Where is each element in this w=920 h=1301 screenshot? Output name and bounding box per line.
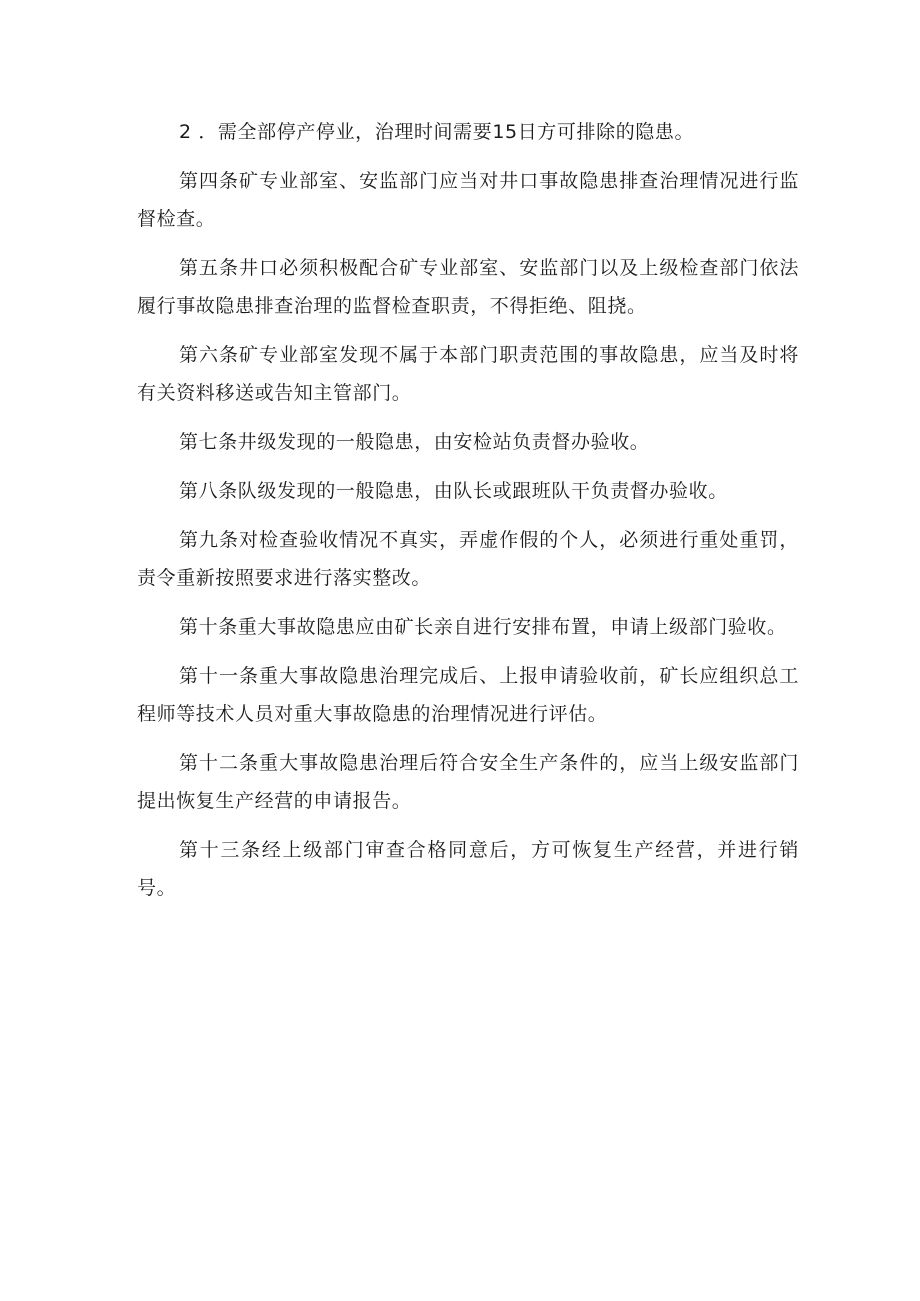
paragraph-article-11: 第十一条重大事故隐患治理完成后、上报申请验收前，矿长应组织总工程师等技术人员对重大事故隐患的治理情况进行评估。 [137, 665, 799, 725]
paragraph-article-5: 第五条井口必须积极配合矿专业部室、安监部门以及上级检查部门依法履行事故隐患排查治理的监督检查职责，不得拒绝、阻挠。 [137, 257, 799, 317]
paragraph-article-13: 第十三条经上级部门审查合格同意后，方可恢复生产经营，并进行销号。 [137, 839, 799, 899]
paragraph-article-7: 第七条井级发现的一般隐患，由安检站负责督办验收。 [179, 431, 650, 453]
paragraph-article-4: 第四条矿专业部室、安监部门应当对井口事故隐患排查治理情况进行监督检查。 [137, 170, 799, 230]
paragraph-article-12: 第十二条重大事故隐患治理后符合安全生产条件的，应当上级安监部门提出恢复生产经营的申请报告。 [137, 752, 799, 812]
paragraph-article-8: 第八条队级发现的一般隐患，由队长或跟班队干负责督办验收。 [179, 480, 728, 502]
paragraph-article-10: 第十条重大事故隐患应由矿长亲自进行安排布置，申请上级部门验收。 [179, 616, 787, 638]
paragraph-item-2: 2 ．需全部停产停业，治理时间需要15日方可排除的隐患。 [179, 121, 695, 143]
paragraph-article-9: 第九条对检查验收情况不真实，弄虚作假的个人，必须进行重处重罚，责令重新按照要求进行落实整改。 [137, 529, 799, 589]
document-body [137, 113, 799, 918]
paragraph-article-6: 第六条矿专业部室发现不属于本部门职责范围的事故隐患，应当及时将有关资料移送或告知主管部门。 [137, 344, 799, 404]
